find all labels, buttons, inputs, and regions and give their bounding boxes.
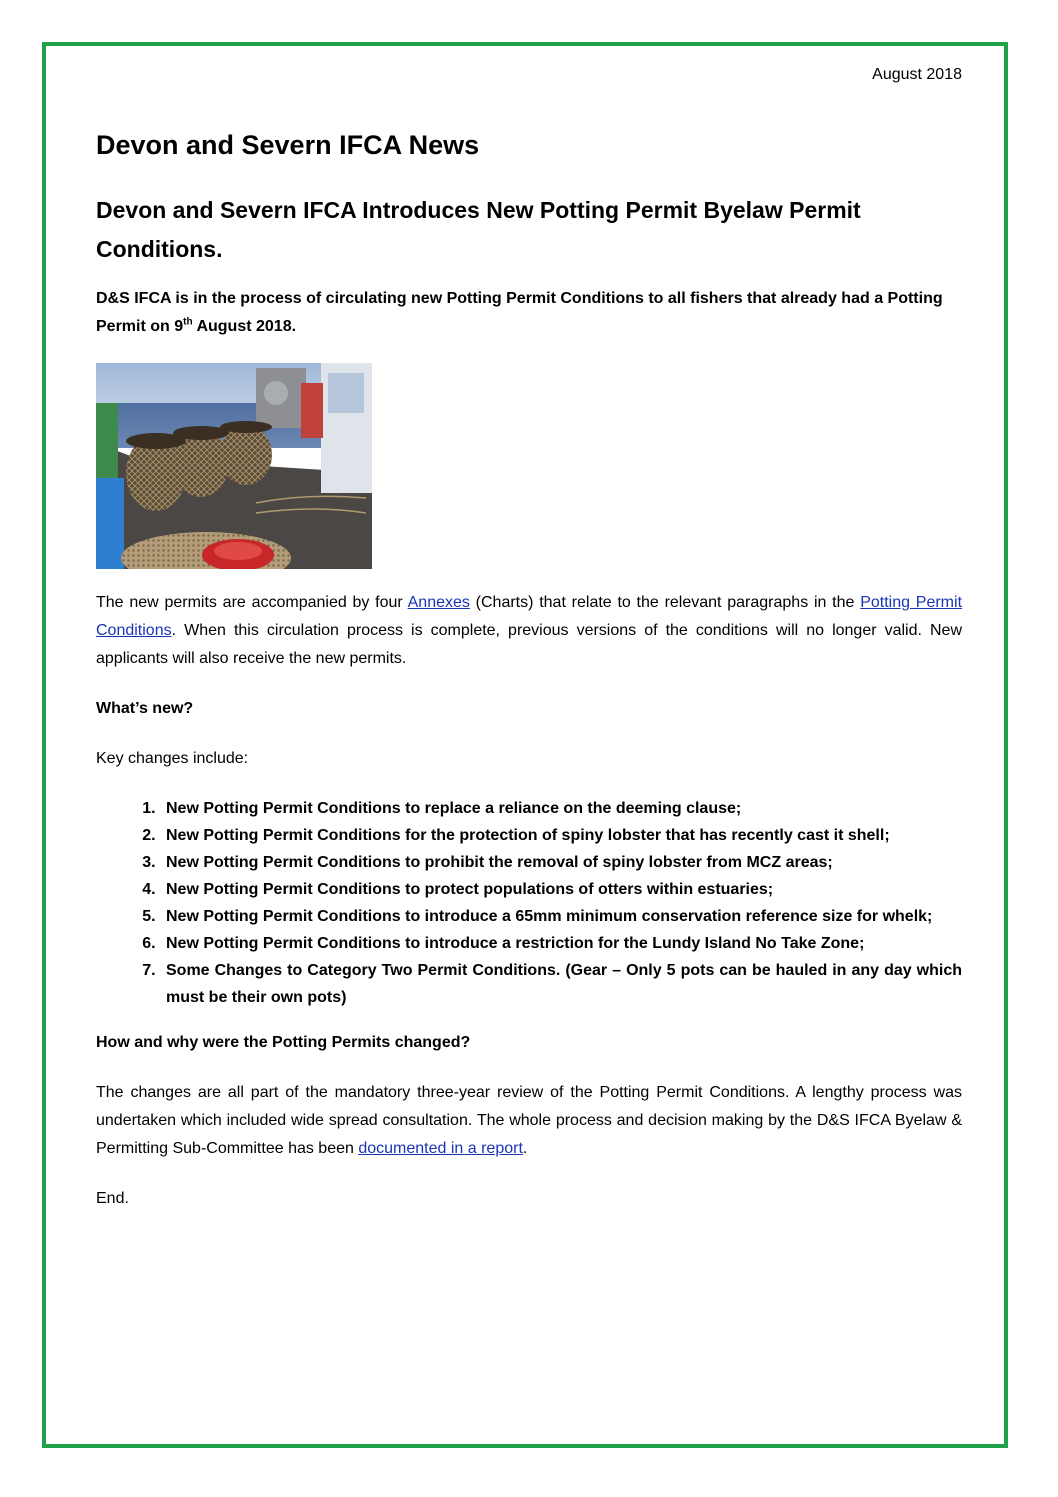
permits-text: The new permits are accompanied by four [96,594,408,612]
list-item: 3. New Potting Permit Conditions to prohibit the removal of spiny lobster from MCZ areas; [160,849,962,876]
whats-new-heading: What’s new? [96,700,194,718]
potting-permit-conditions-link[interactable]: Potting Permit Conditions [96,594,963,640]
document-body [96,128,962,1213]
permits-paragraph [96,589,962,673]
list-item: 4. New Potting Permit Conditions to protect populations of otters within estuaries; [160,876,962,903]
lead-ordinal: th [183,316,193,328]
article-headline: Devon and Severn IFCA Introduces New Potting Permit Byelaw Permit Conditions. [96,197,861,263]
lead-text: D&S IFCA is in the process of circulating new Potting Permit Conditions to all fishers that already had a Potting Permit on 9 [96,290,943,336]
lobster-pots-photo [96,363,372,569]
list-item: 1. New Potting Permit Conditions to replace a reliance on the deeming clause; [160,795,962,822]
lead-paragraph [96,285,962,341]
review-text-end: . [522,1140,528,1158]
page-title: Devon and Severn IFCA News [96,130,480,160]
list-item: 7. Some Changes to Category Two Permit Conditions. (Gear – Only 5 pots can be hauled in any day which must be their own pots) [160,957,962,1011]
how-why-heading: How and why were the Potting Permits changed? [96,1034,471,1052]
annexes-link[interactable]: Annexes [407,594,470,612]
review-paragraph [96,1079,962,1163]
lead-text-end: August 2018. [192,318,297,336]
list-item: 6. New Potting Permit Conditions to introduce a restriction for the Lundy Island No Take Zone; [160,930,962,957]
permits-text-3: . When this circulation process is complete, previous versions of the conditions will no longer valid. New applicants will also receive the new permits. [96,622,962,668]
changes-list [96,795,962,1011]
permits-text-2: (Charts) that relate to the relevant paragraphs in the [469,594,861,612]
key-changes-intro: Key changes include: [96,750,249,768]
issue-date: August 2018 [872,66,962,83]
end-text: End. [96,1190,129,1208]
list-item: 5. New Potting Permit Conditions to introduce a 65mm minimum conservation reference size for whelk; [160,903,962,930]
list-item: 2. New Potting Permit Conditions for the protection of spiny lobster that has recently cast it shell; [160,822,962,849]
report-link[interactable]: documented in a report [358,1140,523,1158]
review-text: The changes are all part of the mandatory three-year review of the Potting Permit Conditions. A lengthy process was undertaken which included wide spread consultation. The whole process and decision making by the D&S IFCA Byelaw & Permitting Sub-Committee has been [96,1084,962,1158]
